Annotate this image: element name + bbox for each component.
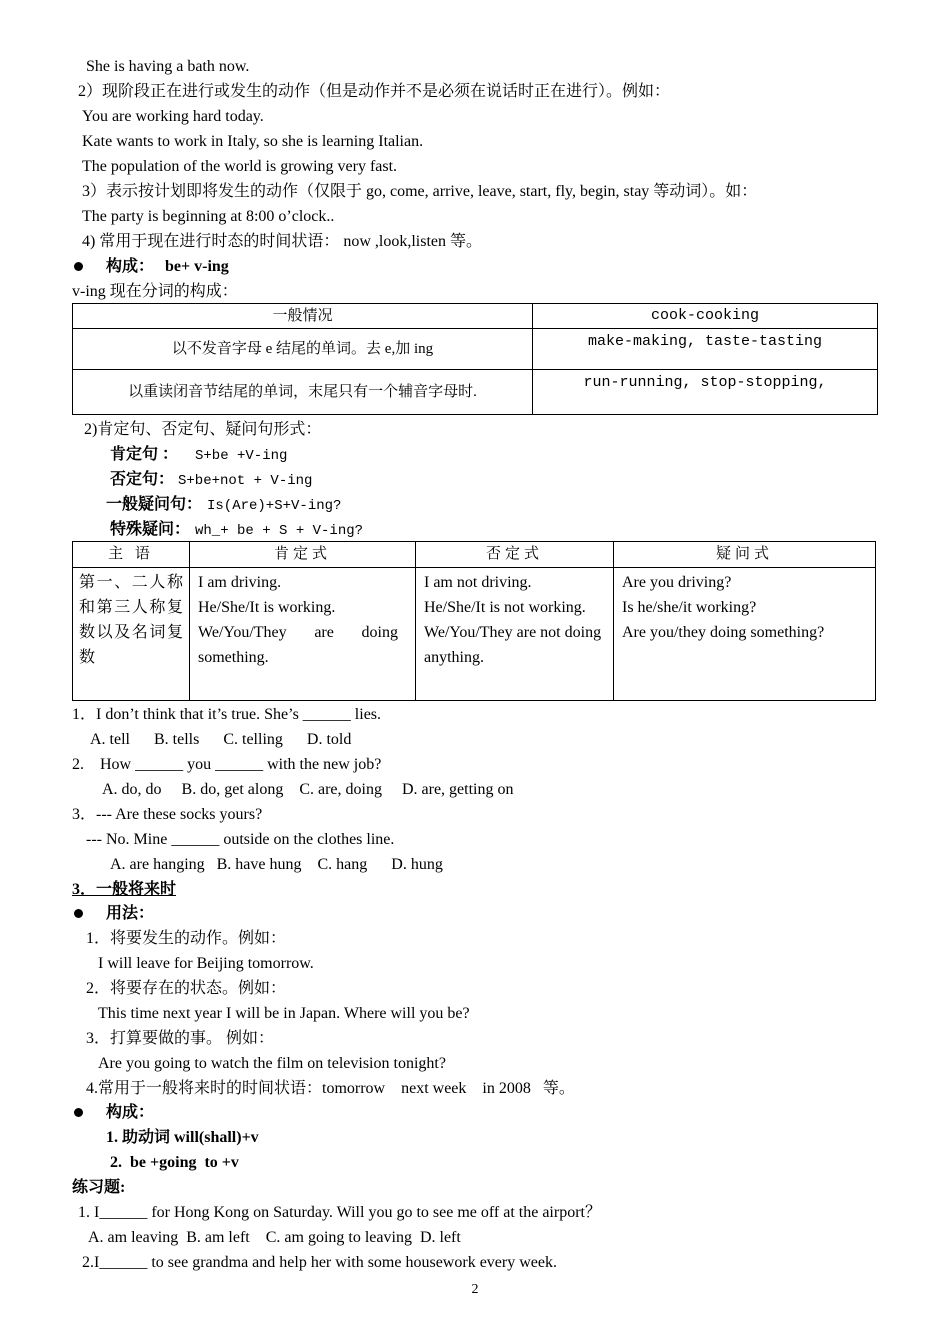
- affirmative-line: I am driving.: [198, 574, 282, 591]
- usage-line: 4.常用于一般将来时的时间状语：tomorrow next week in 2008 等。: [86, 1080, 575, 1097]
- question-line: Is he/she/it working?: [622, 599, 757, 616]
- usage-line: 2．将要存在的状态。例如：: [86, 980, 287, 997]
- form-formula-yesno: Is(Are)+S+V-ing?: [207, 498, 342, 514]
- usage-line: 2）现阶段正在进行或发生的动作（但是动作并不是必须在说话时正在进行）。例如：: [78, 83, 671, 100]
- practice-options: A. am leaving B. am left C. am going to leaving D. left: [88, 1229, 461, 1246]
- example-line: I will leave for Beijing tomorrow.: [98, 955, 314, 972]
- form-label-negative: 否定句：: [110, 471, 175, 488]
- practice-question: 2.I______ to see grandma and help her with some housework every week.: [82, 1254, 557, 1271]
- usage-label: 用法：: [106, 905, 155, 922]
- structure-label: 构成：: [106, 258, 155, 275]
- practice-question: 1. I______ for Hong Kong on Saturday. Will you go to see me off at the airport？: [78, 1204, 601, 1221]
- structure-line: 1. 助动词 will(shall)+v: [106, 1129, 259, 1146]
- header-subject: 主 语: [73, 542, 190, 568]
- affirmative-line: He/She/It is working.: [198, 599, 336, 616]
- header-affirmative: 肯定式: [190, 542, 416, 568]
- exercise-options: A. are hanging B. have hung C. hang D. hung: [110, 856, 443, 873]
- example-line: The party is beginning at 8:00 o’clock..: [82, 208, 335, 225]
- ving-table: [72, 303, 878, 415]
- bullet-icon: [74, 1108, 83, 1117]
- ving-title: v-ing 现在分词的构成：: [72, 283, 238, 300]
- affirmative-line: We/You/They are doing something.: [198, 624, 398, 666]
- form-formula-affirmative: S+be +V-ing: [195, 448, 288, 464]
- ving-example-cell: make-making, taste-tasting: [533, 329, 878, 370]
- practice-label: 练习题:: [72, 1179, 126, 1196]
- page-number: 2: [471, 1282, 479, 1297]
- structure-formula: be+ v-ing: [165, 258, 229, 275]
- usage-line: 3）表示按计划即将发生的动作（仅限于 go, come, arrive, leave, start, fly, begin, stay 等动词）。如：: [82, 183, 758, 200]
- bullet-icon: [74, 909, 83, 918]
- example-line: Kate wants to work in Italy, so she is learning Italian.: [82, 133, 424, 150]
- example-line: She is having a bath now.: [86, 58, 250, 75]
- exercise-question: 2. How ______ you ______ with the new job?: [72, 756, 382, 773]
- form-formula-negative: S+be+not + V-ing: [178, 473, 313, 489]
- section-heading: 3．一般将来时: [72, 881, 177, 898]
- example-line: The population of the world is growing very fast.: [82, 158, 398, 175]
- bullet-icon: [74, 262, 83, 271]
- question-cell: [614, 568, 876, 701]
- header-question: 疑问式: [614, 542, 876, 568]
- header-negative: 否定式: [416, 542, 614, 568]
- form-label-affirmative: 肯定句 ：: [110, 446, 179, 463]
- negative-cell: [416, 568, 614, 701]
- negative-line: He/She/It is not working.: [424, 599, 586, 616]
- negative-line: I am not driving.: [424, 574, 532, 591]
- example-line: Are you going to watch the film on television tonight?: [98, 1055, 446, 1072]
- example-line: You are working hard today.: [82, 108, 264, 125]
- ving-header-left: 一般情况: [73, 304, 533, 329]
- affirmative-cell: [190, 568, 416, 701]
- subject-cell: 第一、二人称和第三人称复数以及名词复数: [73, 568, 190, 701]
- ving-header-right: cook-cooking: [533, 304, 878, 329]
- form-label-yesno: 一般疑问句：: [106, 496, 203, 513]
- ving-rule-cell: 以重读闭音节结尾的单词，末尾只有一个辅音字母时.: [73, 370, 533, 415]
- exercise-question: 3．--- Are these socks yours?: [72, 806, 263, 823]
- exercise-options: A. do, do B. do, get along C. are, doing D. are, getting on: [102, 781, 514, 798]
- usage-line: 4) 常用于现在进行时态的时间状语： now ,look,listen 等。: [82, 233, 482, 250]
- ving-rule-cell: 以不发音字母 e 结尾的单词。去 e,加 ing: [73, 329, 533, 370]
- example-line: This time next year I will be in Japan. Where will you be?: [98, 1005, 470, 1022]
- form-formula-wh: wh_+ be + S + V-ing?: [195, 523, 364, 539]
- usage-line: 3．打算要做的事。 例如：: [86, 1030, 275, 1047]
- question-line: Are you/they doing something?: [622, 624, 825, 641]
- exercise-line: --- No. Mine ______ outside on the clothes line.: [86, 831, 395, 848]
- usage-line: 1．将要发生的动作。例如：: [86, 930, 287, 947]
- structure-label: 构成：: [106, 1104, 155, 1121]
- exercise-question: 1．I don’t think that it’s true. She’s ______ lies.: [72, 706, 382, 723]
- exercise-options: A. tell B. tells C. telling D. told: [90, 731, 352, 748]
- question-line: Are you driving?: [622, 574, 732, 591]
- form-label-wh: 特殊疑问：: [110, 521, 191, 538]
- forms-title: 2)肯定句、否定句、疑问句形式：: [84, 421, 322, 438]
- structure-line: 2. be +going to +v: [110, 1154, 239, 1171]
- forms-table: [72, 541, 876, 701]
- negative-line: We/You/They are not doing anything.: [424, 624, 602, 666]
- ving-example-cell: run-running, stop-stopping,: [533, 370, 878, 415]
